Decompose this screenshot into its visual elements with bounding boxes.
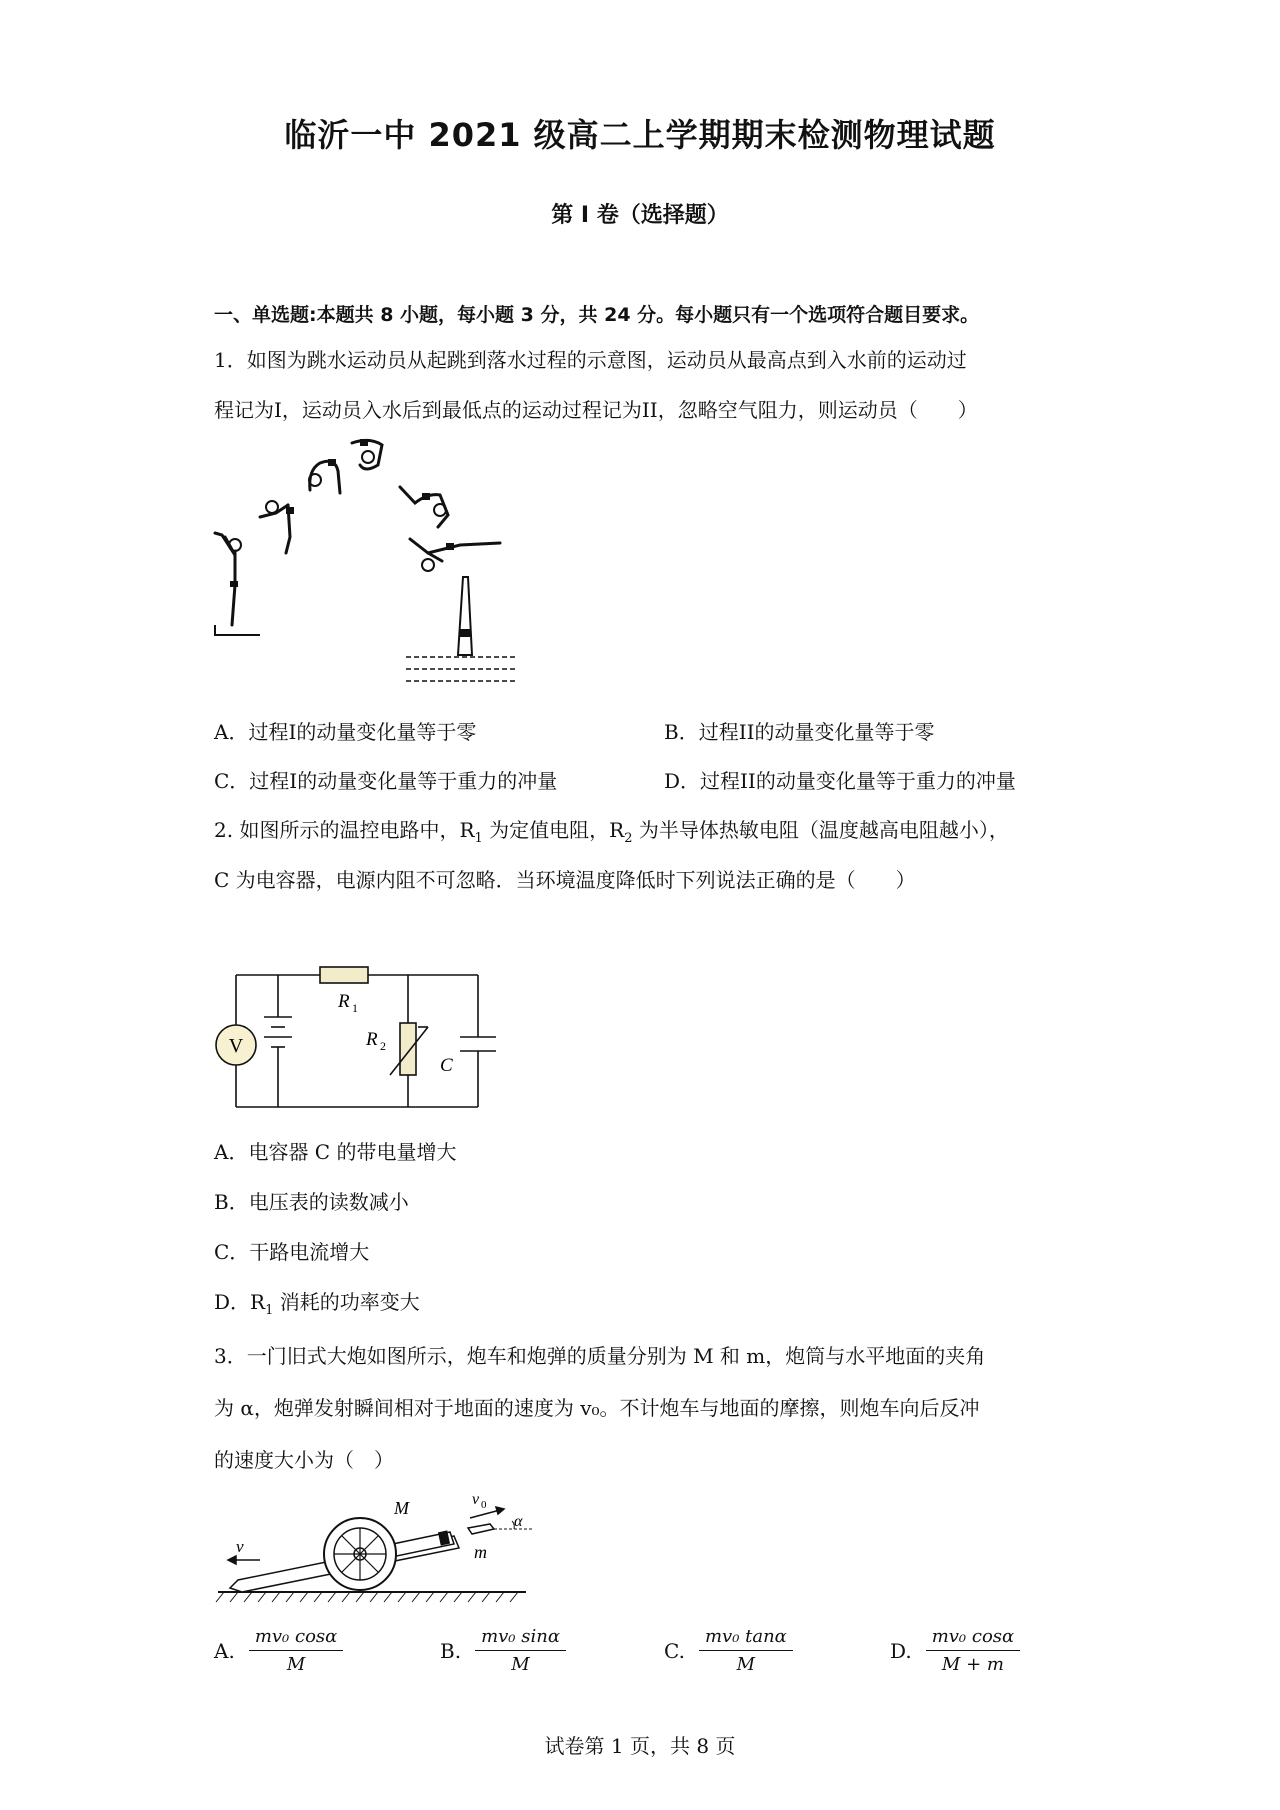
q2-option-d-b: 消耗的功率变大 bbox=[273, 1290, 420, 1314]
recoil-v-label: v bbox=[236, 1537, 244, 1556]
q3-option-d-denominator: M + m bbox=[941, 1654, 1004, 1675]
q3-line3: 的速度大小为（ ） bbox=[214, 1448, 394, 1472]
q2-line1-c: 为半导体热敏电阻（温度越高电阻越小）， bbox=[632, 818, 1009, 842]
q3-option-b-numerator: mv₀ sinα bbox=[475, 1626, 566, 1651]
mass-m-label: m bbox=[474, 1542, 487, 1562]
q2-sub1: 1 bbox=[474, 831, 483, 846]
q3-option-b bbox=[440, 1626, 566, 1675]
q3-line1: 3．一门旧式大炮如图所示，炮车和炮弹的质量分别为 M 和 m，炮筒与水平地面的夹角 bbox=[214, 1344, 986, 1368]
q3-option-c-numerator: mv₀ tanα bbox=[699, 1626, 793, 1651]
q1-option-d: D．过程II的动量变化量等于重力的冲量 bbox=[664, 769, 1016, 793]
q2-option-d bbox=[214, 1286, 420, 1318]
q3-option-a bbox=[214, 1626, 343, 1675]
v0-sub-label: 0 bbox=[481, 1499, 487, 1511]
q3-line2: 为 α，炮弹发射瞬间相对于地面的速度为 v₀。不计炮车与地面的摩擦，则炮车向后反冲 bbox=[214, 1396, 980, 1420]
q3-option-a-fraction bbox=[249, 1626, 344, 1675]
q2-line1-b: 为定值电阻，R bbox=[482, 818, 625, 842]
cannon-figure bbox=[214, 1488, 534, 1618]
q3-option-c-letter: C. bbox=[664, 1638, 685, 1663]
q3-option-d-fraction bbox=[926, 1626, 1021, 1675]
q2-option-b: B．电压表的读数减小 bbox=[214, 1190, 409, 1214]
q3-option-b-denominator: M bbox=[511, 1654, 530, 1675]
q2-line1 bbox=[214, 814, 1009, 846]
q2-option-a: A．电容器 C 的带电量增大 bbox=[214, 1140, 457, 1164]
section-heading: 一、单选题:本题共 8 小题，每小题 3 分，共 24 分。每小题只有一个选项符合题目要求。 bbox=[214, 304, 980, 326]
q2-line1-a: 2. 如图所示的温控电路中，R bbox=[214, 818, 475, 842]
page-footer: 试卷第 1 页，共 8 页 bbox=[544, 1734, 736, 1758]
q1-option-a: A．过程I的动量变化量等于零 bbox=[214, 720, 477, 744]
q3-option-d-letter: D. bbox=[890, 1638, 912, 1663]
r2-sub-label: 2 bbox=[380, 1039, 386, 1053]
q3-option-a-denominator: M bbox=[286, 1654, 306, 1675]
r1-label: R bbox=[338, 991, 350, 1012]
q2-option-d-sub: 1 bbox=[265, 1303, 274, 1318]
q3-option-b-letter: B. bbox=[440, 1638, 462, 1663]
q3-option-b-fraction bbox=[475, 1626, 566, 1675]
exam-title: 临沂一中 2021 级高二上学期期末检测物理试题 bbox=[284, 116, 996, 154]
q1-option-c: C．过程I的动量变化量等于重力的冲量 bbox=[214, 769, 558, 793]
q3-option-a-letter: A. bbox=[214, 1638, 235, 1663]
q1-line1: 1．如图为跳水运动员从起跳到落水过程的示意图，运动员从最高点到入水前的运动过 bbox=[214, 348, 967, 372]
q2-line2: C 为电容器，电源内阻不可忽略．当环境温度降低时下列说法正确的是（ ） bbox=[214, 868, 916, 892]
q3-option-c-denominator: M bbox=[736, 1654, 756, 1675]
q3-option-d bbox=[890, 1626, 1020, 1675]
alpha-label: α bbox=[514, 1513, 523, 1530]
q1-line2: 程记为I，运动员入水后到最低点的运动过程记为II，忽略空气阻力，则运动员（ ） bbox=[214, 398, 978, 422]
voltmeter-label: V bbox=[228, 1035, 244, 1057]
q3-option-c bbox=[664, 1626, 793, 1675]
q3-option-d-numerator: mv₀ cosα bbox=[926, 1626, 1021, 1651]
v0-label: v bbox=[472, 1491, 480, 1508]
q2-sub2: 2 bbox=[624, 831, 633, 846]
circuit-figure bbox=[208, 955, 498, 1120]
mass-M-label: M bbox=[394, 1498, 409, 1518]
q3-option-c-fraction bbox=[699, 1626, 793, 1675]
r1-sub-label: 1 bbox=[352, 1001, 358, 1015]
q2-option-c: C．干路电流增大 bbox=[214, 1240, 370, 1264]
q3-option-a-numerator: mv₀ cosα bbox=[249, 1626, 344, 1651]
diving-figure bbox=[210, 435, 520, 695]
q1-option-b: B．过程II的动量变化量等于零 bbox=[664, 720, 935, 744]
capacitor-label: C bbox=[440, 1055, 453, 1076]
part-subtitle: 第 I 卷（选择题） bbox=[551, 203, 729, 228]
r2-label: R bbox=[366, 1029, 378, 1050]
q2-option-d-a: D．R bbox=[214, 1290, 266, 1314]
